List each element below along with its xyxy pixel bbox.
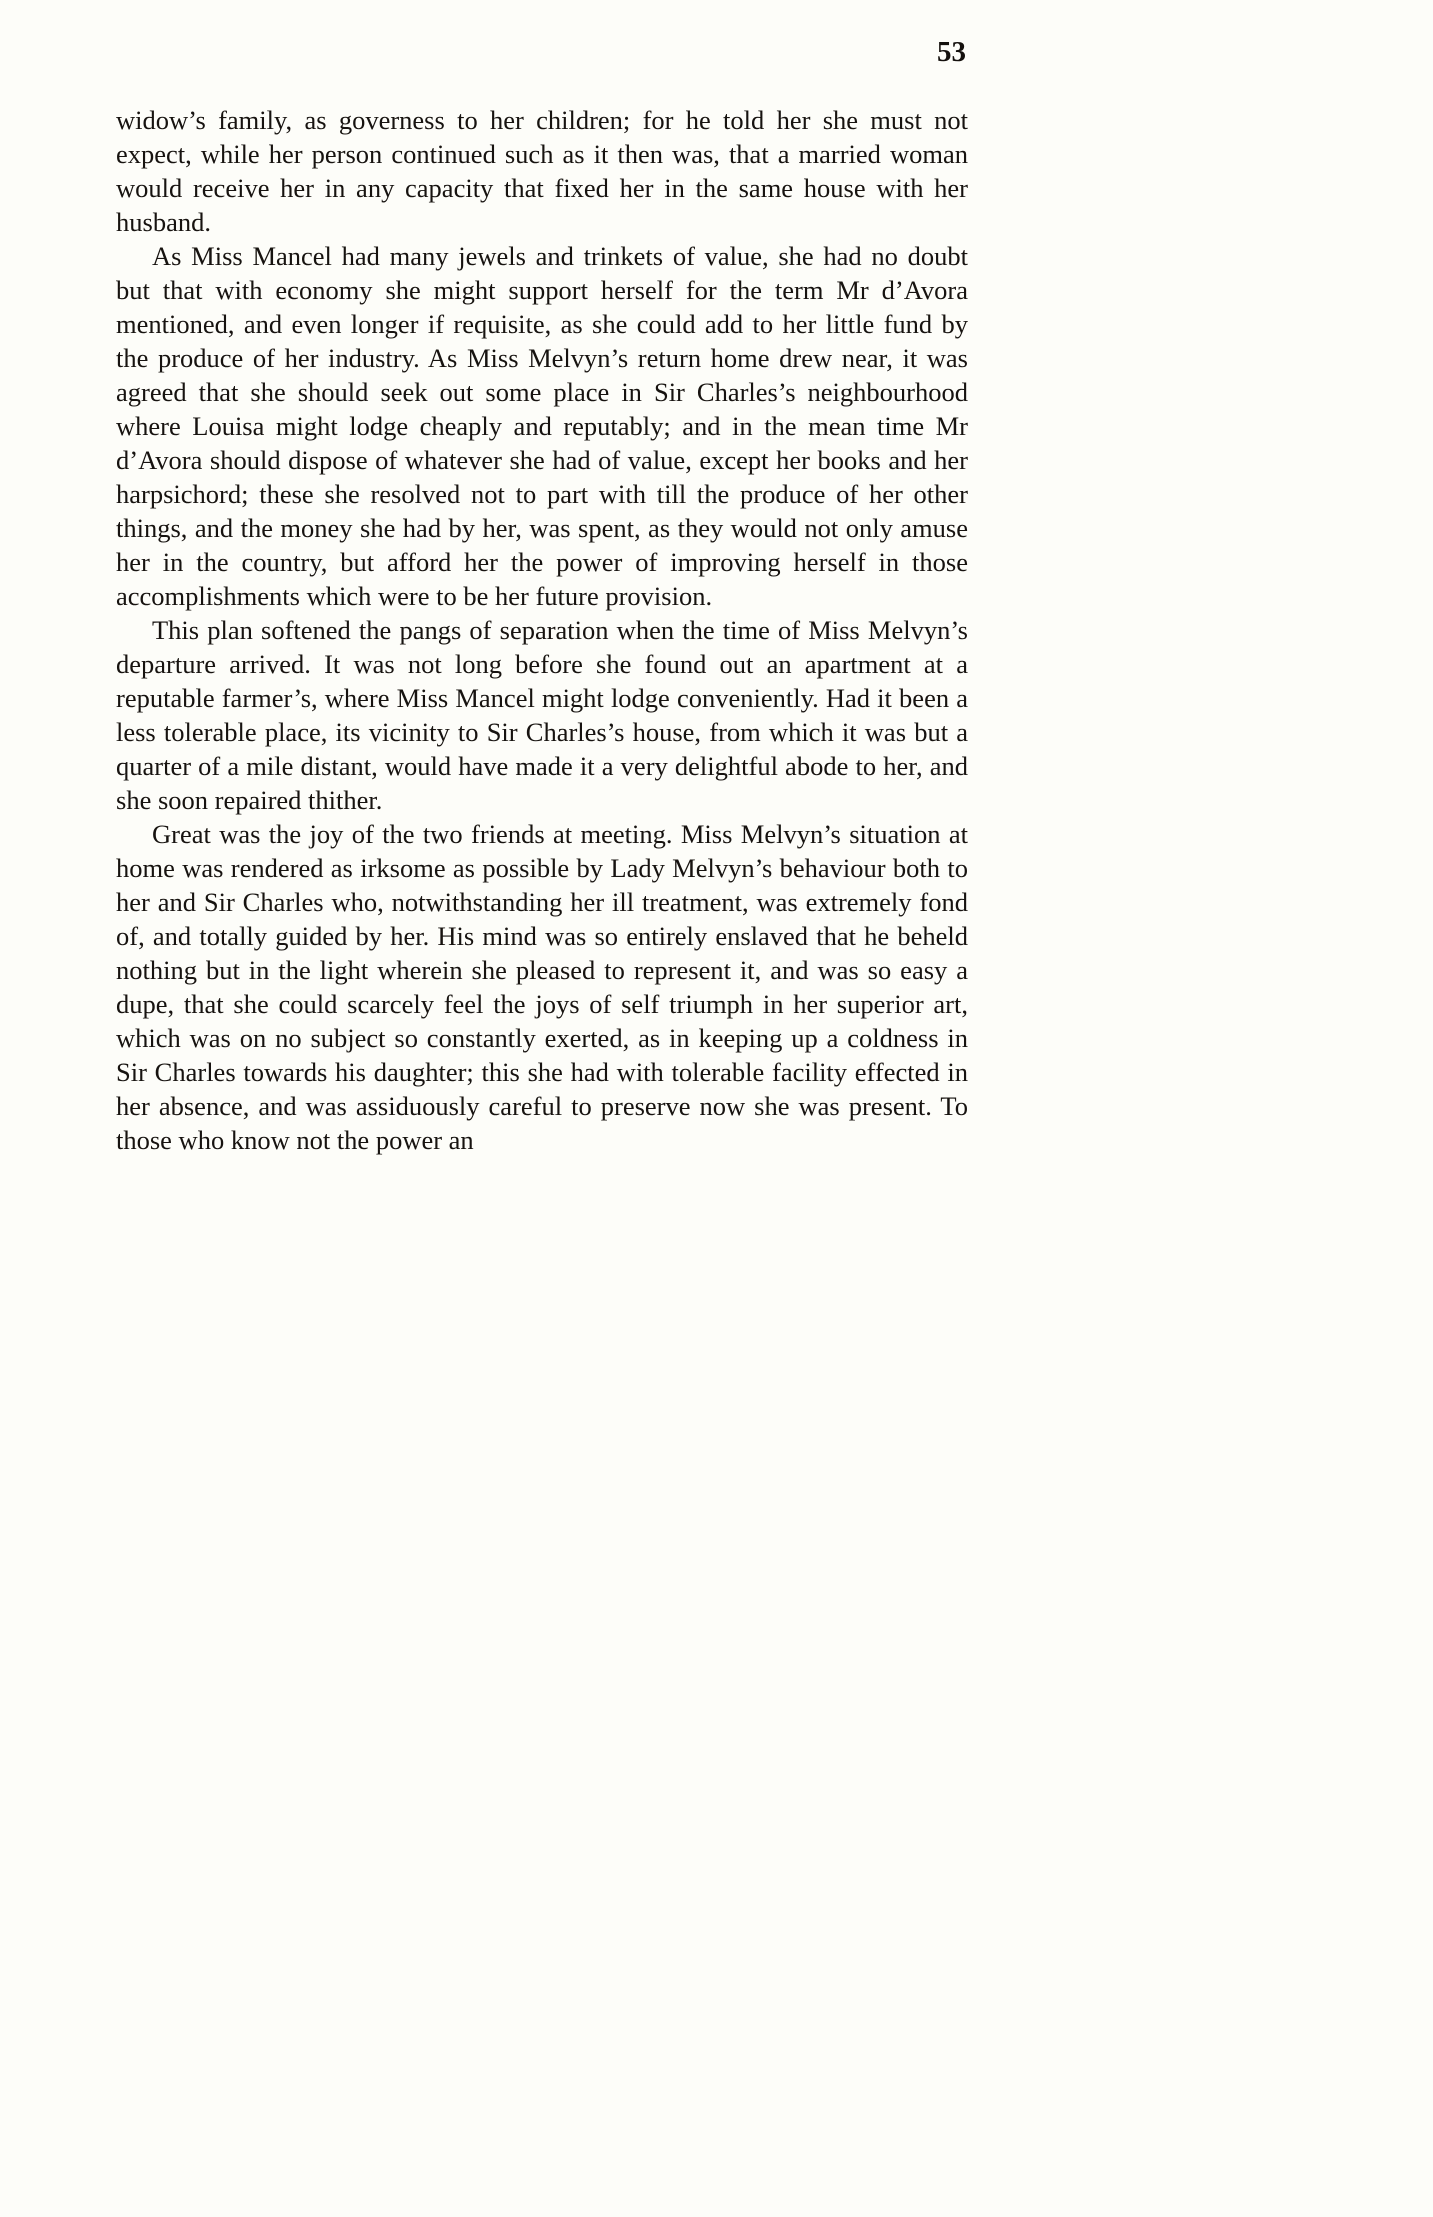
page-body [116, 103, 968, 1157]
body-paragraph: Great was the joy of the two friends at meeting. Miss Melvyn’s situation at home was rendered as irksome as possible by Lady Melvyn’s behaviour both to her and Sir Charles who, notwithstanding her ill treatment, was extremely fond of, and totally guided by her. His mind was so entirely enslaved that he beheld nothing but in the light wherein she pleased to represent it, and was so easy a dupe, that she could scarcely feel the joys of self triumph in her superior art, which was on no subject so constantly exerted, as in keeping up a coldness in Sir Charles towards his daughter; this she had with tolerable facility effected in her absence, and was assiduously careful to preserve now she was present. To those who know not the power an [116, 819, 968, 1155]
body-paragraph: widow’s family, as governess to her children; for he told her she must not expect, while her person continued such as it then was, that a married woman would receive her in any capacity that fixed her in the same house with her husband. [116, 105, 968, 237]
body-paragraph: As Miss Mancel had many jewels and trinkets of value, she had no doubt but that with economy she might support herself for the term Mr d’Avora mentioned, and even longer if requisite, as she could add to her little fund by the produce of her industry. As Miss Melvyn’s return home drew near, it was agreed that she should seek out some place in Sir Charles’s neighbourhood where Louisa might lodge cheaply and reputably; and in the mean time Mr d’Avora should dispose of whatever she had of value, except her books and her harpsichord; these she resolved not to part with till the produce of her other things, and the money she had by her, was spent, as they would not only amuse her in the country, but afford her the power of improving herself in those accomplishments which were to be her future provision. [116, 241, 968, 611]
page-number: 53 [937, 36, 966, 68]
text-column [116, 36, 968, 1157]
body-paragraph: This plan softened the pangs of separation when the time of Miss Melvyn’s departure arrived. It was not long before she found out an apartment at a reputable farmer’s, where Miss Mancel might lodge conveniently. Had it been a less tolerable place, its vicinity to Sir Charles’s house, from which it was but a quarter of a mile distant, would have made it a very delightful abode to her, and she soon repaired thither. [116, 615, 968, 815]
